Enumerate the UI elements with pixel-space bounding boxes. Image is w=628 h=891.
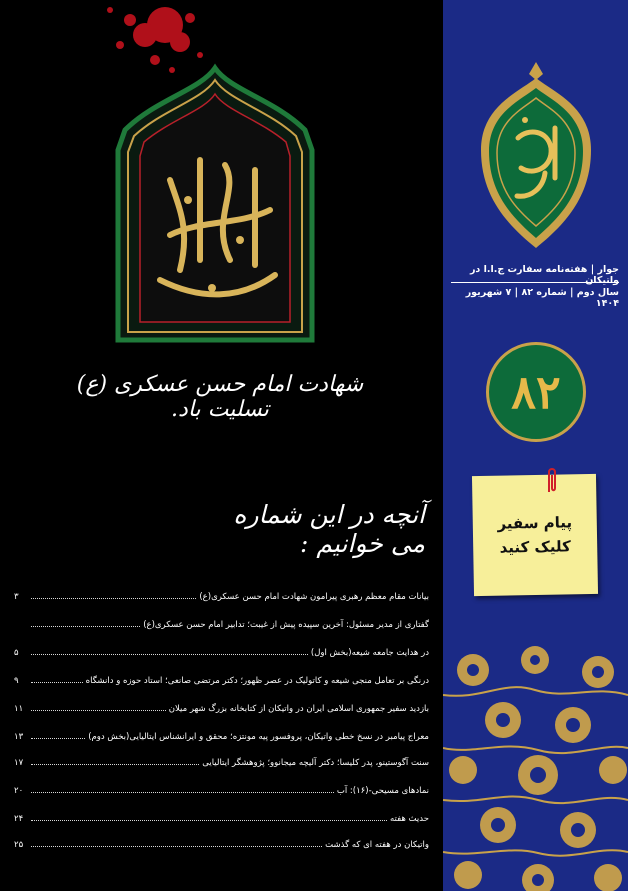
toc-leader-dots (31, 626, 140, 627)
toc-item[interactable] (14, 830, 429, 850)
javar-logo-icon (473, 58, 599, 258)
masthead-title: جوار | هفته‌نامه سفارت ج.ا.ا در واتیکان (469, 264, 619, 286)
toc-item-page: ۲۵ (14, 840, 24, 850)
paperclip-icon (545, 466, 559, 496)
toc-item-title: گفتاری از مدیر مسئول: آخرین سپیده پیش از غیبت؛ تدابیر امام حسن عسکری(ع) (143, 620, 429, 630)
toc-item[interactable] (14, 666, 429, 686)
toc-item[interactable] (14, 638, 429, 658)
toc-item-title: در هدایت جامعه شیعه(بخش اول) (310, 648, 429, 658)
toc-item-title: بیانات مقام معظم رهبری پیرامون شهادت امام حسن عسکری(ع) (199, 592, 429, 602)
ambassador-message-button[interactable] (472, 474, 598, 596)
toc-item-page: ۱۷ (14, 758, 24, 768)
toc-item[interactable] (14, 610, 429, 630)
masthead (451, 264, 619, 309)
toc-leader-dots (31, 846, 322, 847)
toc-item-page: ۹ (14, 676, 19, 686)
toc-leader-dots (31, 792, 334, 793)
toc-item-page: ۳ (14, 592, 19, 602)
toc-leader-dots (31, 598, 196, 599)
toc-leader-dots (31, 764, 199, 765)
shrine-calligraphy-emblem (100, 60, 330, 350)
note-line-2: کلیک کنید (499, 537, 571, 557)
toc-item-page: ۵ (14, 648, 19, 658)
toc-item-page: ۱۱ (14, 704, 24, 714)
toc-item-title: درنگی بر تعامل منجی شیعه و کاتولیک در عصر ظهور؛ دکتر مرتضی صانعی؛ استاد حوزه و دانشگاه (85, 676, 429, 686)
toc-item-title: سنت آگوستینو، پدر کلیسا؛ دکتر آلیچه میجانوو؛ پژوهشگر ایتالیایی (202, 758, 429, 768)
issue-number-badge: ۸۲ (486, 342, 586, 442)
toc-item[interactable] (14, 804, 429, 824)
toc-item[interactable] (14, 582, 429, 602)
toc-item[interactable] (14, 748, 429, 768)
toc-item-page: ۲۰ (14, 786, 24, 796)
toc-item-page: ۲۴ (14, 814, 24, 824)
toc-item[interactable] (14, 722, 429, 742)
note-line-1: پیام سفیر (497, 513, 573, 533)
toc-leader-dots (31, 738, 85, 739)
floral-pattern-graphic (443, 640, 628, 891)
toc-item-title: نمادهای مسیحی-(۱۶): آب (336, 786, 429, 796)
toc-leader-dots (31, 682, 83, 683)
toc-item-title: واتیکان در هفته ای که گذشت (325, 840, 429, 850)
toc-item-title: معراج پیامبر در نسخ خطی واتیکان، پروفسور پیه مونتزه؛ محقق و ایرانشناس ایتالیایی(بخش دوم) (88, 732, 429, 742)
toc-item-title: حدیث هفته (389, 814, 429, 824)
toc-leader-dots (31, 654, 308, 655)
toc-item-title: بازدید سفیر جمهوری اسلامی ایران در واتیکان از کتابخانه بزرگ شهر میلان (168, 704, 429, 714)
toc-leader-dots (31, 710, 166, 711)
toc-heading: آنچه در این شماره می خوانیم : (233, 500, 425, 558)
cover-side-panel (443, 0, 628, 891)
toc-item[interactable] (14, 776, 429, 796)
toc-leader-dots (31, 820, 387, 821)
condolence-message: شهادت امام حسن عسکری (ع) تسلیت باد. (76, 372, 364, 422)
masthead-issue-info: سال دوم | شماره ۸۲ | ۷ شهریور ۱۴۰۴ (465, 287, 619, 309)
toc-item-page: ۱۳ (14, 732, 24, 742)
ambassador-message-label (473, 510, 598, 560)
toc-item[interactable] (14, 694, 429, 714)
